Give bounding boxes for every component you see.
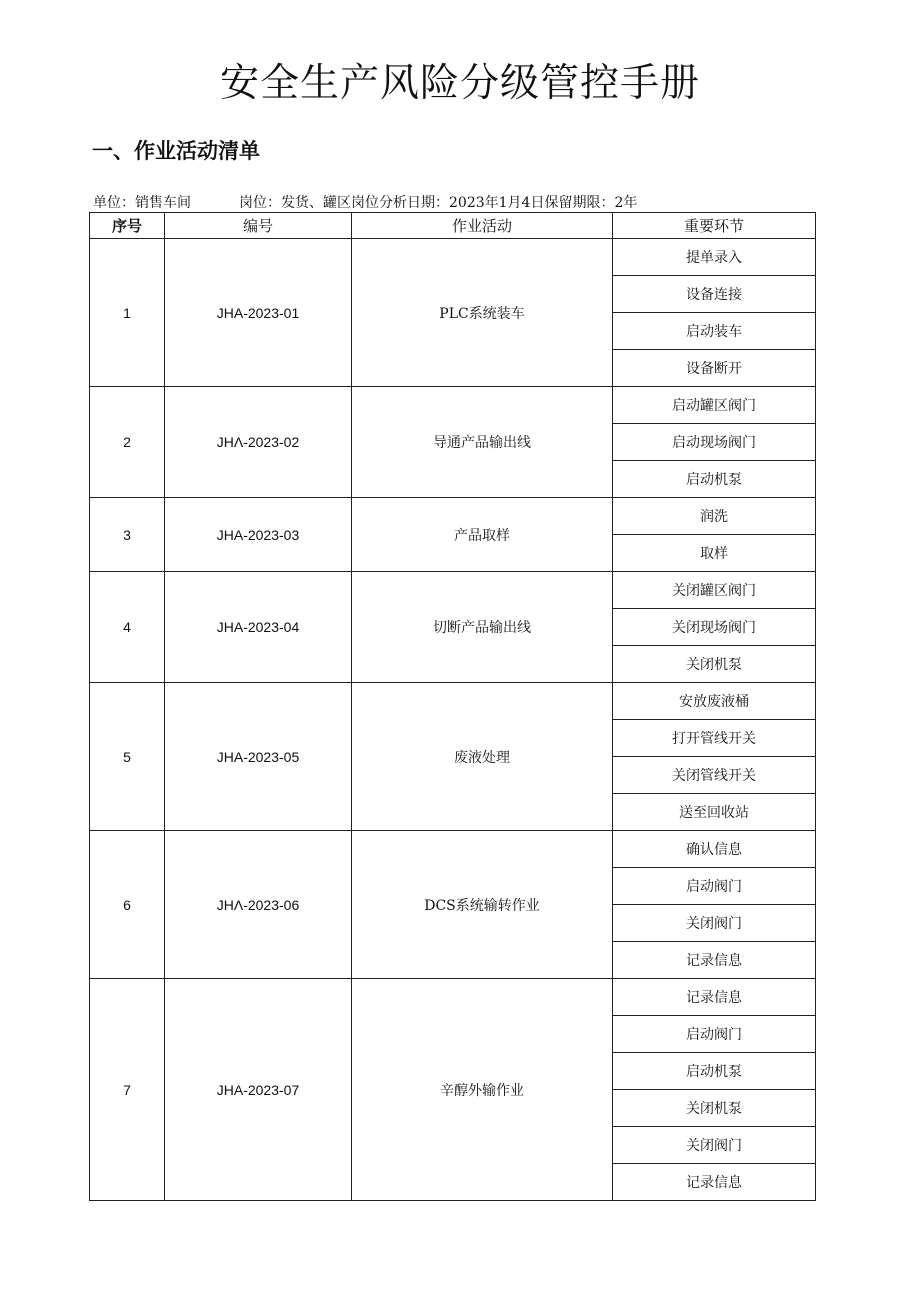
meta-unit: 单位：销售车间 xyxy=(93,195,191,211)
row-activity-cell: 产品取样 xyxy=(352,498,613,572)
table-row xyxy=(90,683,816,720)
row-step-cell: 设备连接 xyxy=(613,276,816,313)
header-activity: 作业活动 xyxy=(352,213,613,239)
row-code-cell: JHA-2023-07 xyxy=(165,979,352,1201)
header-code: 编号 xyxy=(165,213,352,239)
table-row xyxy=(90,572,816,609)
activity-table xyxy=(89,212,816,1201)
row-step-cell: 记录信息 xyxy=(613,979,816,1016)
row-step-cell: 确认信息 xyxy=(613,831,816,868)
row-seq-cell: 1 xyxy=(90,239,165,387)
document-title: 安全生产风险分级管控手册 xyxy=(219,61,700,106)
row-code-cell: JHΛ-2023-02 xyxy=(165,387,352,498)
row-seq-cell: 6 xyxy=(90,831,165,979)
row-step-cell: 关闭机泵 xyxy=(613,646,816,683)
row-seq-cell: 7 xyxy=(90,979,165,1201)
meta-line xyxy=(93,192,637,212)
row-step-cell: 送至回收站 xyxy=(613,794,816,831)
row-seq-cell: 3 xyxy=(90,498,165,572)
row-step-cell: 关闭阀门 xyxy=(613,905,816,942)
row-step-cell: 启动机泵 xyxy=(613,1053,816,1090)
row-step-cell: 取样 xyxy=(613,535,816,572)
row-code-cell: JHA-2023-05 xyxy=(165,683,352,831)
row-step-cell: 记录信息 xyxy=(613,1164,816,1201)
row-step-cell: 关闭管线开关 xyxy=(613,757,816,794)
row-activity-cell: PLC系统装车 xyxy=(352,239,613,387)
row-code-cell: JHA-2023-03 xyxy=(165,498,352,572)
row-step-cell: 记录信息 xyxy=(613,942,816,979)
table-header-row xyxy=(90,213,816,239)
row-step-cell: 润洗 xyxy=(613,498,816,535)
row-step-cell: 安放废液桶 xyxy=(613,683,816,720)
row-activity-cell: 导通产品输出线 xyxy=(352,387,613,498)
row-step-cell: 打开管线开关 xyxy=(613,720,816,757)
row-activity-cell: 切断产品输出线 xyxy=(352,572,613,683)
table-body xyxy=(90,239,816,1201)
row-code-cell: JHA-2023-01 xyxy=(165,239,352,387)
row-step-cell: 关闭罐区阀门 xyxy=(613,572,816,609)
row-step-cell: 设备断开 xyxy=(613,350,816,387)
row-code-cell: JHA-2023-04 xyxy=(165,572,352,683)
row-step-cell: 启动罐区阀门 xyxy=(613,387,816,424)
row-step-cell: 启动现场阀门 xyxy=(613,424,816,461)
row-step-cell: 提单录入 xyxy=(613,239,816,276)
row-step-cell: 启动装车 xyxy=(613,313,816,350)
table-row xyxy=(90,498,816,535)
row-activity-cell: 废液处理 xyxy=(352,683,613,831)
row-activity-cell: DCS系统输转作业 xyxy=(352,831,613,979)
row-seq-cell: 2 xyxy=(90,387,165,498)
row-seq-cell: 4 xyxy=(90,572,165,683)
header-seq: 序号 xyxy=(90,213,165,239)
section-heading: 一、作业活动清单 xyxy=(92,139,260,163)
header-steps: 重要环节 xyxy=(613,213,816,239)
row-step-cell: 启动阀门 xyxy=(613,868,816,905)
meta-post-date-retention: 岗位：发货、罐区岗位分析日期：2023年1月4日保留期限：2年 xyxy=(239,195,638,211)
table-row xyxy=(90,979,816,1016)
row-activity-cell: 辛醇外输作业 xyxy=(352,979,613,1201)
row-step-cell: 启动机泵 xyxy=(613,461,816,498)
row-step-cell: 关闭现场阀门 xyxy=(613,609,816,646)
row-seq-cell: 5 xyxy=(90,683,165,831)
row-step-cell: 关闭机泵 xyxy=(613,1090,816,1127)
table-row xyxy=(90,387,816,424)
row-step-cell: 启动阀门 xyxy=(613,1016,816,1053)
table-row xyxy=(90,239,816,276)
table-row xyxy=(90,831,816,868)
row-code-cell: JHΛ-2023-06 xyxy=(165,831,352,979)
row-step-cell: 关闭阀门 xyxy=(613,1127,816,1164)
